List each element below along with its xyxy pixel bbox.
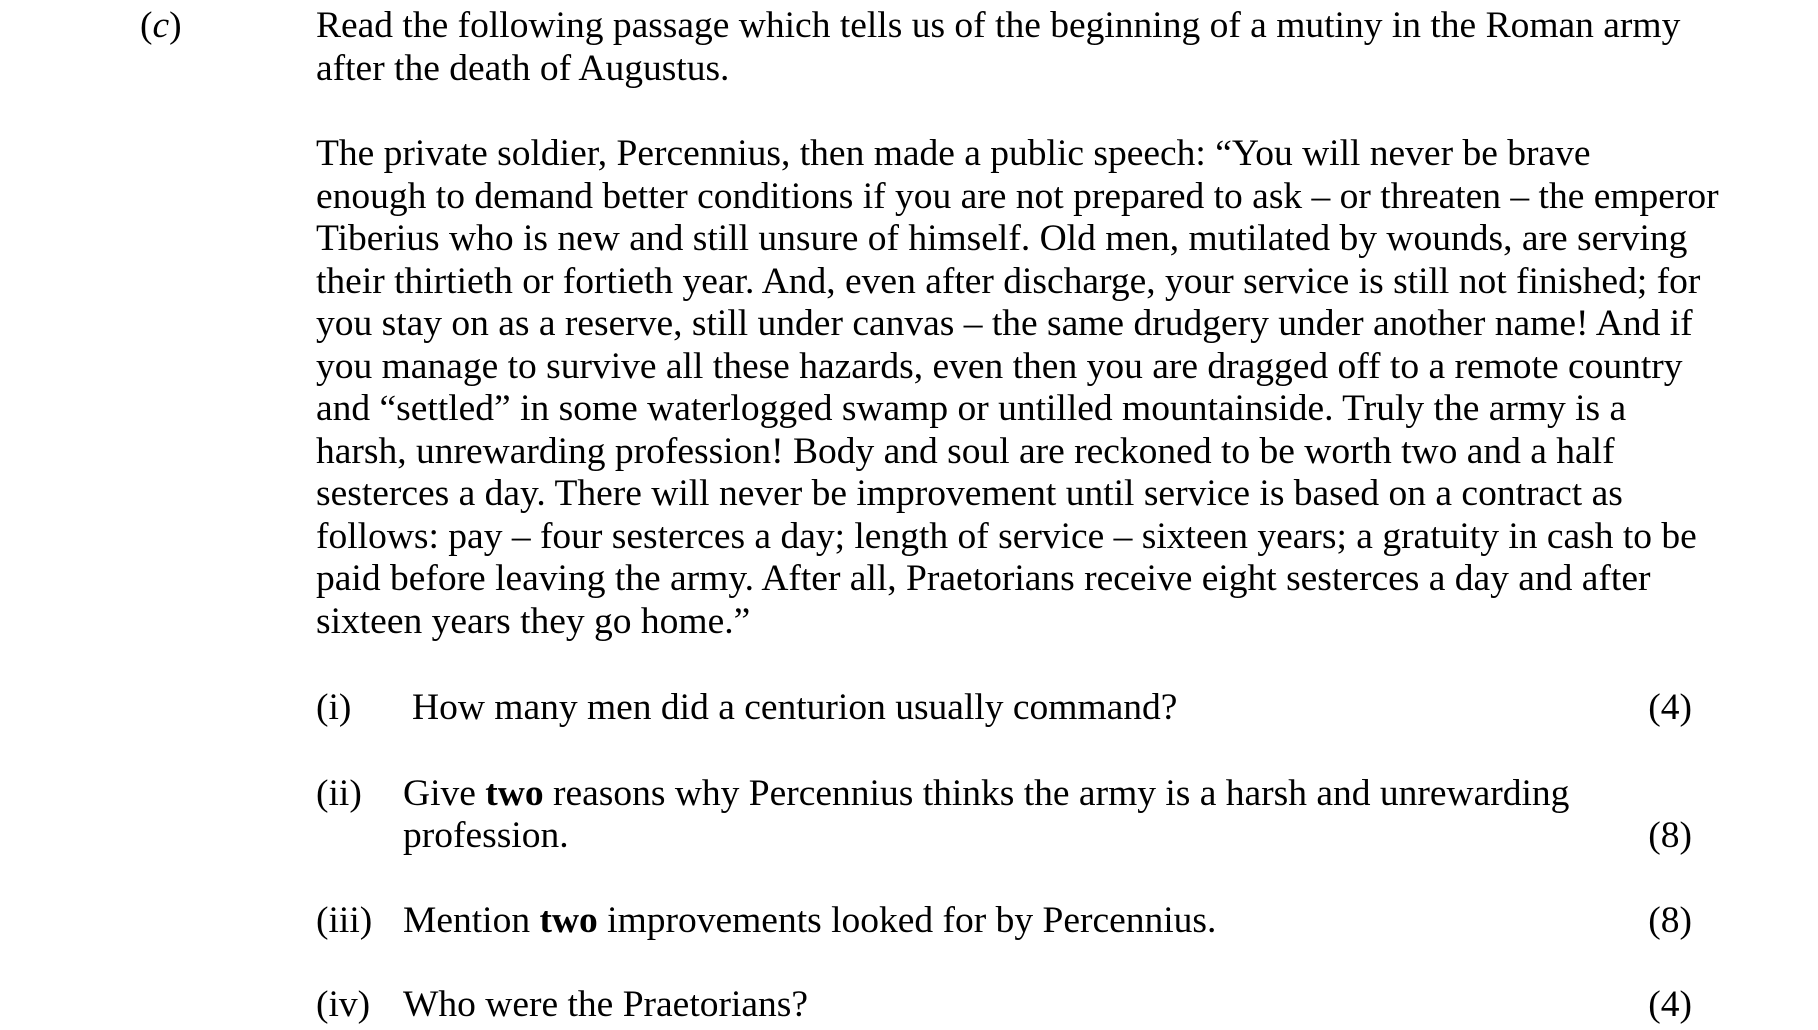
question-text: Who were the Praetorians? xyxy=(403,984,809,1025)
question-text-line2: profession. xyxy=(403,815,569,856)
question-text: How many men did a centurion usually command? xyxy=(412,687,1178,728)
question-text-post: improvements looked for by Percennius. xyxy=(597,900,1217,941)
passage-line: sixteen years they go home.” xyxy=(316,600,751,642)
question-marks: (8) xyxy=(1648,900,1692,941)
question-text-post: reasons why Percennius thinks the army is a harsh and unrewarding xyxy=(543,773,1570,814)
passage-line: their thirtieth or fortieth year. And, even after discharge, your service is still not finished; for xyxy=(316,260,1701,302)
question-marks: (4) xyxy=(1648,984,1692,1025)
question-text xyxy=(403,900,1216,943)
question-marks: (4) xyxy=(1648,687,1692,728)
passage-line: you stay on as a reserve, still under canvas – the same drudgery under another name! And if xyxy=(316,303,1693,344)
part-label-close: ) xyxy=(169,5,182,46)
passage-line: follows: pay – four sesterces a day; length of service – sixteen years; a gratuity in cash to be xyxy=(316,515,1697,557)
question-text-pre: Mention xyxy=(403,900,540,941)
passage-line: Tiberius who is new and still unsure of himself. Old men, mutilated by wounds, are serving xyxy=(316,218,1688,259)
intro-line: Read the following passage which tells us of the beginning of a mutiny in the Roman army xyxy=(316,5,1681,46)
intro-text xyxy=(316,5,1680,90)
question-text xyxy=(403,773,1569,816)
passage-line: The private soldier, Percennius, then made a public speech: “You will never be brave xyxy=(316,133,1591,174)
question-text-bold: two xyxy=(485,773,544,814)
question-text-pre: Give xyxy=(403,773,486,814)
question-number: (iv) xyxy=(316,984,371,1025)
question-number: (ii) xyxy=(316,773,362,814)
part-label-letter: c xyxy=(152,5,170,46)
question-marks: (8) xyxy=(1648,815,1692,856)
passage-line: you manage to survive all these hazards, even then you are dragged off to a remote country xyxy=(316,345,1683,387)
passage-line: harsh, unrewarding profession! Body and soul are reckoned to be worth two and a half xyxy=(316,430,1615,472)
passage-text xyxy=(316,133,1719,643)
passage-line: sesterces a day. There will never be improvement until service is based on a contract as xyxy=(316,473,1623,514)
passage-line: and “settled” in some waterlogged swamp or untilled mountainside. Truly the army is a xyxy=(316,388,1627,429)
passage-line: paid before leaving the army. After all, Praetorians receive eight sesterces a day and after xyxy=(316,558,1651,599)
part-label-open: ( xyxy=(140,5,153,46)
question-number: (i) xyxy=(316,687,352,728)
intro-line: after the death of Augustus. xyxy=(316,47,730,89)
question-text-bold: two xyxy=(539,900,598,941)
passage-line: enough to demand better conditions if you are not prepared to ask – or threaten – the emperor xyxy=(316,175,1719,217)
part-label xyxy=(140,5,182,48)
question-number: (iii) xyxy=(316,900,373,941)
